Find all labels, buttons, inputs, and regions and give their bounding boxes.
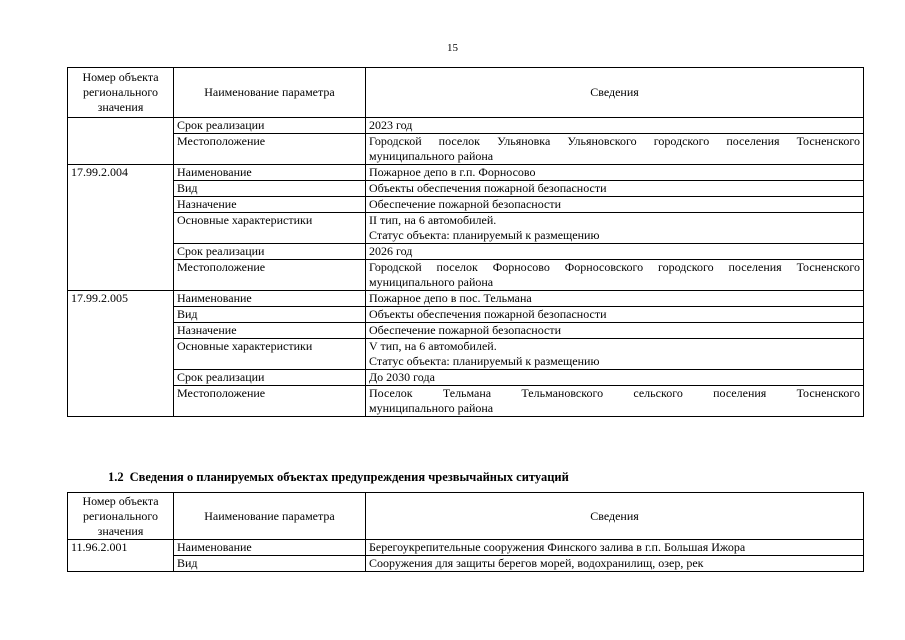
param-cell: Вид xyxy=(174,307,366,323)
table-header-row xyxy=(68,68,864,118)
value-cell xyxy=(366,260,864,291)
value-line: муниципального района xyxy=(369,149,494,163)
value-line: Статус объекта: планируемый к размещению xyxy=(369,228,600,242)
param-cell: Срок реализации xyxy=(174,244,366,260)
table-row xyxy=(68,540,864,556)
value-cell xyxy=(366,386,864,417)
param-cell: Вид xyxy=(174,181,366,197)
table-row xyxy=(68,181,864,197)
param-cell: Основные характеристики xyxy=(174,339,366,370)
value-line: V тип, на 6 автомобилей. xyxy=(369,339,497,353)
section-title: Сведения о планируемых объектах предупреждения чрезвычайных ситуаций xyxy=(129,470,569,484)
param-cell: Наименование xyxy=(174,165,366,181)
value-line: Статус объекта: планируемый к размещению xyxy=(369,354,600,368)
header-object-number: Номер объекта регионального значения xyxy=(68,68,174,118)
table-row xyxy=(68,118,864,134)
object-code-cell: 17.99.2.005 xyxy=(68,291,174,417)
value-cell: Обеспечение пожарной безопасности xyxy=(366,323,864,339)
value-cell: Обеспечение пожарной безопасности xyxy=(366,197,864,213)
page-number: 15 xyxy=(447,42,458,54)
value-cell: Пожарное депо в пос. Тельмана xyxy=(366,291,864,307)
value-cell xyxy=(366,213,864,244)
value-cell: Сооружения для защиты берегов морей, водохранилищ, озер, рек xyxy=(366,556,864,572)
header-object-number: Номер объекта регионального значения xyxy=(68,493,174,540)
value-cell: Объекты обеспечения пожарной безопасности xyxy=(366,181,864,197)
objects-table-emergency xyxy=(67,492,864,572)
value-cell xyxy=(366,339,864,370)
object-code-cell: 11.96.2.001 xyxy=(68,540,174,572)
value-line: Поселок Тельмана Тельмановского сельского поселения Тосненского xyxy=(369,386,860,400)
header-parameter-name: Наименование параметра xyxy=(174,68,366,118)
value-cell xyxy=(366,134,864,165)
table-row xyxy=(68,213,864,244)
param-cell: Назначение xyxy=(174,197,366,213)
param-cell: Назначение xyxy=(174,323,366,339)
param-cell: Местоположение xyxy=(174,386,366,417)
table-row xyxy=(68,556,864,572)
table-header-row xyxy=(68,493,864,540)
table-row xyxy=(68,307,864,323)
table-row xyxy=(68,165,864,181)
header-details: Сведения xyxy=(366,68,864,118)
param-cell: Срок реализации xyxy=(174,370,366,386)
value-cell: Объекты обеспечения пожарной безопасности xyxy=(366,307,864,323)
value-cell: 2026 год xyxy=(366,244,864,260)
objects-table-fire xyxy=(67,67,864,417)
table-row xyxy=(68,291,864,307)
param-cell: Местоположение xyxy=(174,260,366,291)
value-line: муниципального района xyxy=(369,401,494,415)
param-cell: Основные характеристики xyxy=(174,213,366,244)
table-row xyxy=(68,244,864,260)
value-line: муниципального района xyxy=(369,275,494,289)
table-row xyxy=(68,370,864,386)
header-parameter-name: Наименование параметра xyxy=(174,493,366,540)
param-cell: Срок реализации xyxy=(174,118,366,134)
value-line: II тип, на 6 автомобилей. xyxy=(369,213,497,227)
value-cell: Берегоукрепительные сооружения Финского залива в г.п. Большая Ижора xyxy=(366,540,864,556)
value-cell: Пожарное депо в г.п. Форносово xyxy=(366,165,864,181)
object-code-cell xyxy=(68,118,174,165)
value-line: Городской поселок Ульяновка Ульяновского городского поселения Тосненского xyxy=(369,134,860,148)
value-cell: 2023 год xyxy=(366,118,864,134)
param-cell: Вид xyxy=(174,556,366,572)
table-row xyxy=(68,386,864,417)
object-code-cell: 17.99.2.004 xyxy=(68,165,174,291)
param-cell: Наименование xyxy=(174,540,366,556)
value-line: Городской поселок Форносово Форносовского городского поселения Тосненского xyxy=(369,260,860,274)
param-cell: Наименование xyxy=(174,291,366,307)
header-details: Сведения xyxy=(366,493,864,540)
section-heading xyxy=(108,470,569,485)
table-row xyxy=(68,339,864,370)
table-row xyxy=(68,260,864,291)
table-row xyxy=(68,197,864,213)
table-row xyxy=(68,134,864,165)
param-cell: Местоположение xyxy=(174,134,366,165)
value-cell: До 2030 года xyxy=(366,370,864,386)
section-number: 1.2 xyxy=(108,470,124,484)
table-row xyxy=(68,323,864,339)
